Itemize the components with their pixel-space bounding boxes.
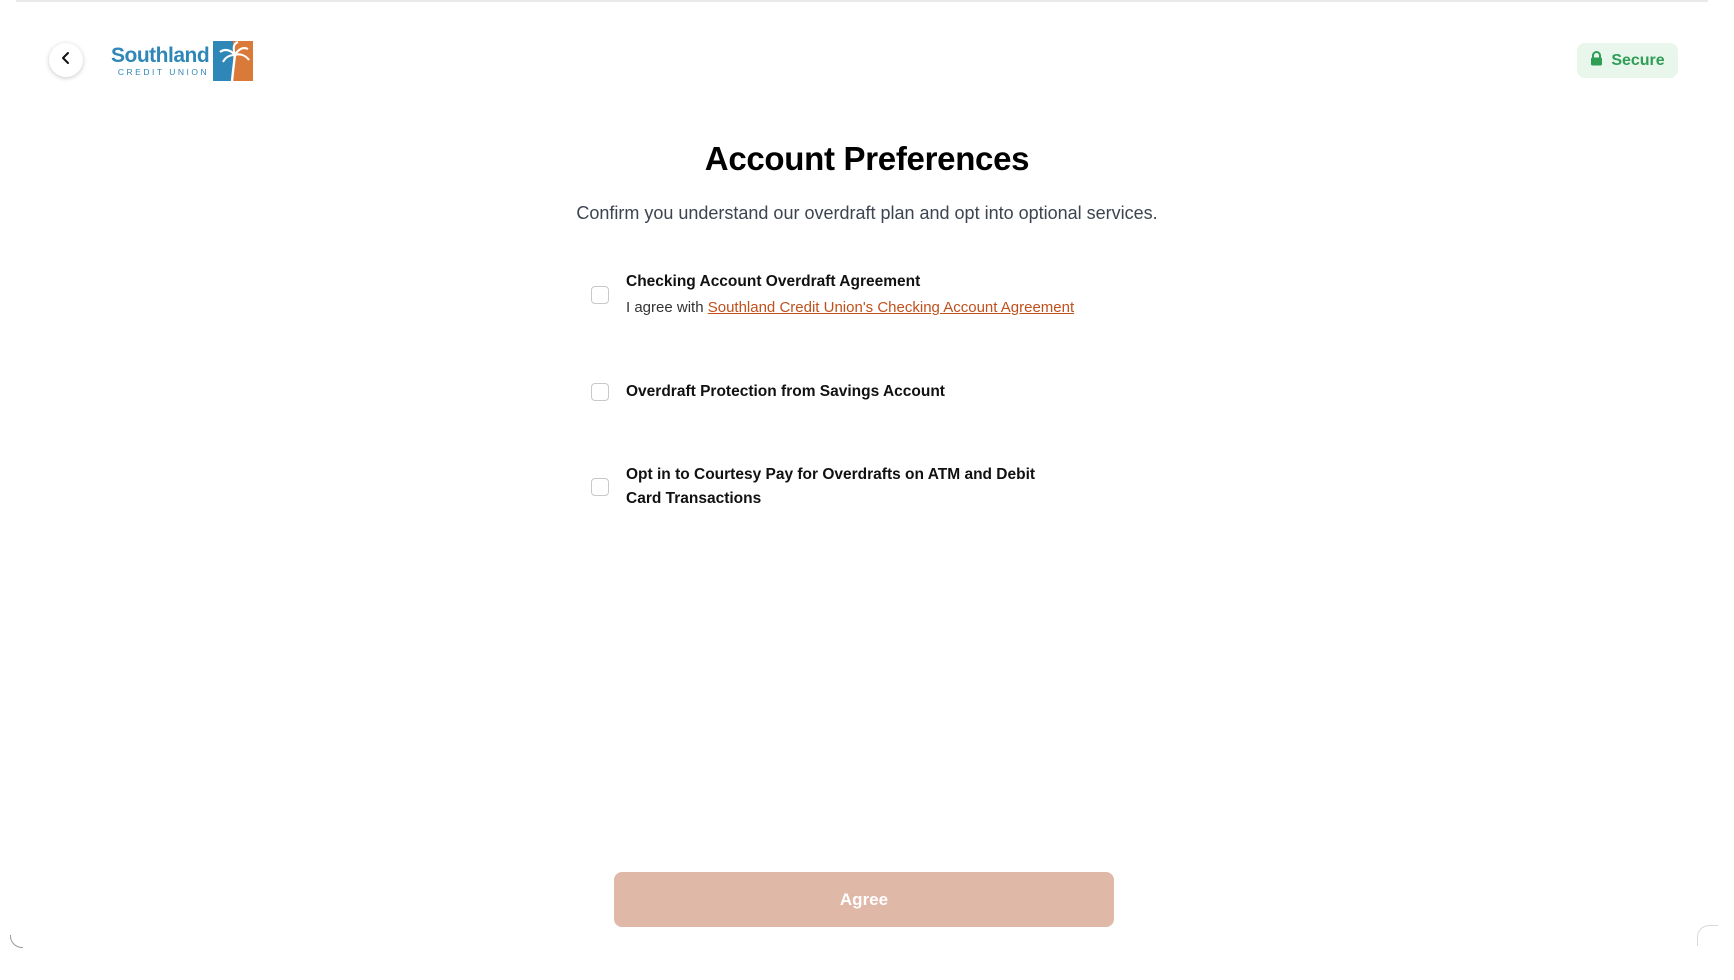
logo-subtitle: CREDIT UNION: [117, 67, 210, 77]
overdraft-protection-checkbox[interactable]: [591, 383, 609, 401]
option-courtesy-pay[interactable]: [591, 463, 1051, 511]
top-divider: [16, 0, 1708, 2]
checking-agreement-link[interactable]: Southland Credit Union's Checking Account Agreement: [707, 299, 1075, 316]
page-title: Account Preferences: [704, 140, 1030, 177]
option-overdraft-agreement[interactable]: [591, 270, 1111, 320]
southland-logo[interactable]: [111, 40, 253, 82]
secure-badge: [1577, 43, 1678, 78]
palm-tree-icon: [213, 41, 253, 81]
logo-name: Southland: [111, 44, 210, 67]
option-title: Overdraft Protection from Savings Account: [626, 383, 945, 400]
window-corner-right: [1697, 925, 1718, 946]
agreement-prefix: I agree with: [626, 299, 708, 316]
option-overdraft-protection[interactable]: [591, 380, 1111, 404]
agree-button[interactable]: Agree: [614, 872, 1114, 927]
page-subtitle: Confirm you understand our overdraft plan and opt into optional services.: [576, 203, 1158, 223]
option-description: [626, 296, 1074, 320]
courtesy-pay-checkbox[interactable]: [591, 478, 609, 496]
chevron-left-icon: [59, 51, 73, 70]
option-title: Opt in to Courtesy Pay for Overdrafts on ATM and Debit Card Transactions: [626, 466, 1036, 507]
logo-wordmark: [111, 45, 209, 77]
option-title: Checking Account Overdraft Agreement: [626, 273, 921, 290]
lock-icon: [1590, 51, 1603, 71]
back-button[interactable]: [49, 43, 83, 77]
secure-label: Secure: [1611, 51, 1665, 69]
window-corner-left: [10, 935, 23, 948]
overdraft-agreement-checkbox[interactable]: [591, 286, 609, 304]
